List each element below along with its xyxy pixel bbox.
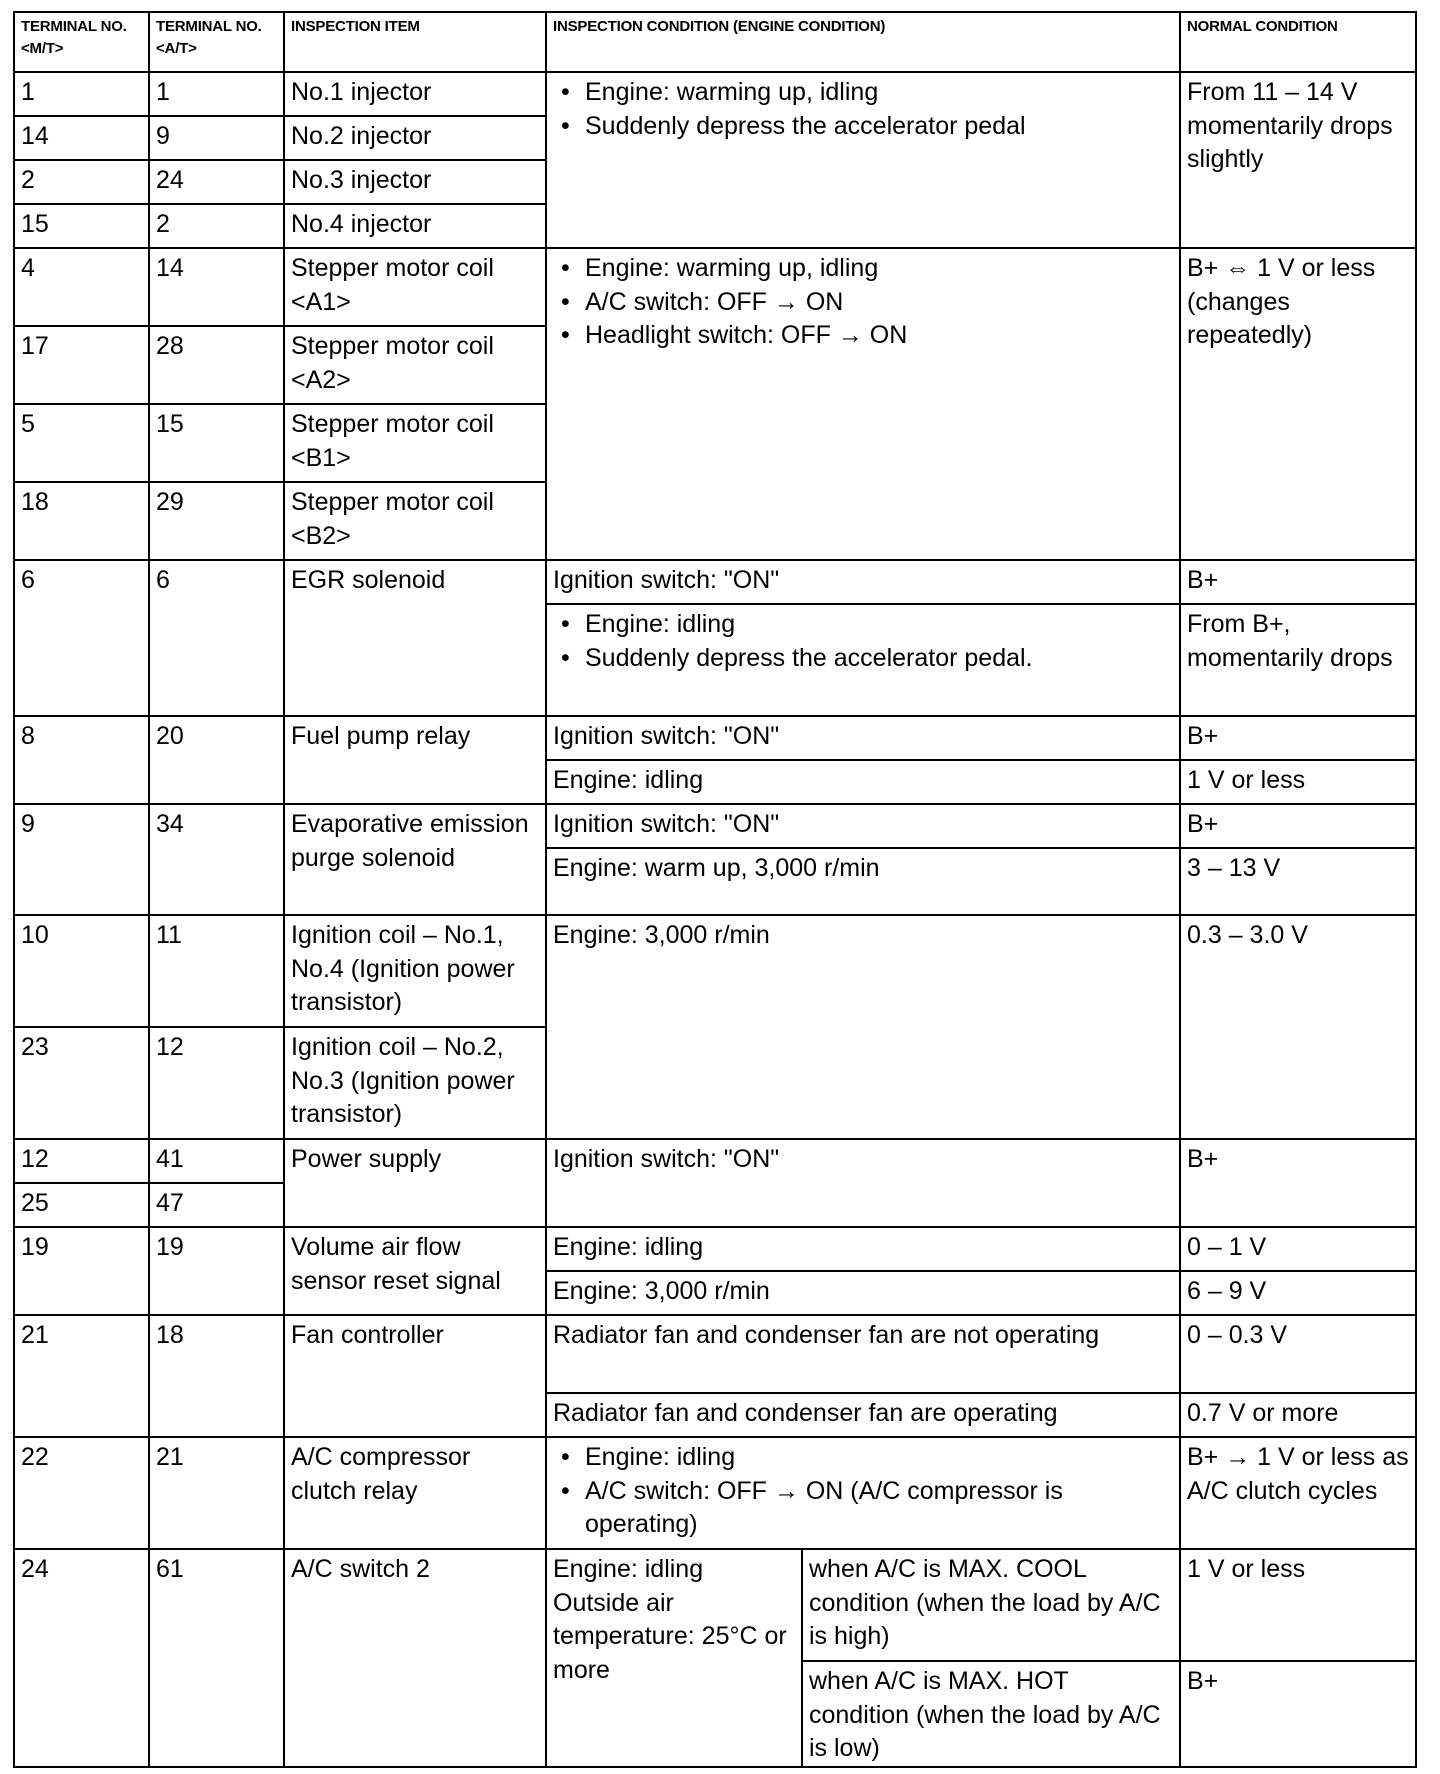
header-row	[14, 12, 1416, 72]
inspection-condition: Ignition switch: "ON"	[546, 716, 1180, 760]
terminal-at: 15	[149, 404, 284, 482]
inspection-condition	[546, 1437, 1180, 1549]
table-row	[14, 915, 1416, 1027]
terminal-mt: 15	[14, 204, 149, 248]
condition-bullet: • Engine: warming up, idling	[585, 76, 1173, 110]
table-row	[14, 1139, 1416, 1183]
inspection-sub-condition: when A/C is MAX. HOT condition (when the load by A/C is low)	[802, 1661, 1180, 1767]
inspection-condition	[546, 248, 1180, 560]
header-terminal-at: TERMINAL NO. <A/T>	[149, 12, 284, 72]
terminal-at: 18	[149, 1315, 284, 1437]
table-row	[14, 716, 1416, 760]
inspection-condition: Engine: idling	[546, 1227, 1180, 1271]
inspection-condition: Radiator fan and condenser fan are operating	[546, 1393, 1180, 1437]
table-row	[14, 1437, 1416, 1549]
inspection-item: A/C switch 2	[284, 1549, 546, 1767]
condition-bullet: • Engine: warming up, idling	[585, 252, 1173, 286]
terminal-at: 6	[149, 560, 284, 716]
header-inspection-condition: INSPECTION CONDITION (ENGINE CONDITION)	[546, 12, 1180, 72]
terminal-at: 19	[149, 1227, 284, 1315]
terminal-mt: 19	[14, 1227, 149, 1315]
header-normal-condition: NORMAL CONDITION	[1180, 12, 1416, 72]
inspection-condition	[546, 604, 1180, 716]
table-row	[14, 1227, 1416, 1271]
inspection-item: Stepper motor coil <B2>	[284, 482, 546, 560]
terminal-at: 20	[149, 716, 284, 804]
terminal-at: 21	[149, 1437, 284, 1549]
inspection-item: Power supply	[284, 1139, 546, 1227]
terminal-at: 2	[149, 204, 284, 248]
inspection-condition: Ignition switch: "ON"	[546, 1139, 1180, 1227]
normal-condition: 0.7 V or more	[1180, 1393, 1416, 1437]
inspection-item: Stepper motor coil <B1>	[284, 404, 546, 482]
terminal-at: 14	[149, 248, 284, 326]
inspection-condition: Engine: idling Outside air temperature: 25°C or more	[546, 1549, 802, 1767]
normal-condition: B+	[1180, 560, 1416, 604]
condition-bullet: • Engine: idling	[585, 608, 1173, 642]
normal-condition: B+	[1180, 716, 1416, 760]
header-terminal-mt: TERMINAL NO. <M/T>	[14, 12, 149, 72]
inspection-item: Stepper motor coil <A2>	[284, 326, 546, 404]
terminal-mt: 23	[14, 1027, 149, 1139]
inspection-condition: Engine: warm up, 3,000 r/min	[546, 848, 1180, 915]
condition-bullet: • Engine: idling	[585, 1441, 1173, 1475]
inspection-item: Fan controller	[284, 1315, 546, 1437]
table-row	[14, 560, 1416, 604]
terminal-mt: 18	[14, 482, 149, 560]
table-row	[14, 72, 1416, 116]
inspection-item: A/C compressor clutch relay	[284, 1437, 546, 1549]
normal-condition: B+ → 1 V or less as A/C clutch cycles	[1180, 1437, 1416, 1549]
condition-bullet: • Suddenly depress the accelerator pedal	[585, 110, 1173, 144]
inspection-item: Ignition coil – No.2, No.3 (Ignition power transistor)	[284, 1027, 546, 1139]
terminal-at: 28	[149, 326, 284, 404]
inspection-item: No.1 injector	[284, 72, 546, 116]
normal-condition: 1 V or less	[1180, 1549, 1416, 1661]
table-row	[14, 248, 1416, 326]
normal-condition: 0.3 – 3.0 V	[1180, 915, 1416, 1139]
terminal-at: 47	[149, 1183, 284, 1227]
inspection-condition: Engine: 3,000 r/min	[546, 915, 1180, 1139]
terminal-mt: 24	[14, 1549, 149, 1767]
condition-bullet: • A/C switch: OFF → ON (A/C compressor is operating)	[585, 1475, 1173, 1542]
terminal-mt: 12	[14, 1139, 149, 1183]
terminal-mt: 21	[14, 1315, 149, 1437]
table-row	[14, 804, 1416, 848]
condition-bullet: • Headlight switch: OFF → ON	[585, 319, 1173, 353]
inspection-condition: Engine: idling	[546, 760, 1180, 804]
terminal-mt: 10	[14, 915, 149, 1027]
terminal-at: 61	[149, 1549, 284, 1767]
terminal-at: 1	[149, 72, 284, 116]
inspection-item: Volume air flow sensor reset signal	[284, 1227, 546, 1315]
terminal-at: 41	[149, 1139, 284, 1183]
terminal-mt: 8	[14, 716, 149, 804]
inspection-condition: Radiator fan and condenser fan are not operating	[546, 1315, 1180, 1393]
inspection-item: EGR solenoid	[284, 560, 546, 716]
terminal-at: 34	[149, 804, 284, 915]
inspection-item: No.2 injector	[284, 116, 546, 160]
terminal-mt: 5	[14, 404, 149, 482]
table-row	[14, 1315, 1416, 1393]
terminal-mt: 1	[14, 72, 149, 116]
inspection-condition: Ignition switch: "ON"	[546, 560, 1180, 604]
terminal-mt: 14	[14, 116, 149, 160]
inspection-condition	[546, 72, 1180, 248]
terminal-inspection-table	[13, 11, 1417, 1768]
inspection-item: No.4 injector	[284, 204, 546, 248]
normal-condition: 6 – 9 V	[1180, 1271, 1416, 1315]
normal-condition: 0 – 1 V	[1180, 1227, 1416, 1271]
terminal-at: 24	[149, 160, 284, 204]
normal-condition: 0 – 0.3 V	[1180, 1315, 1416, 1393]
normal-condition: From 11 – 14 V momentarily drops slightly	[1180, 72, 1416, 248]
terminal-mt: 9	[14, 804, 149, 915]
inspection-sub-condition: when A/C is MAX. COOL condition (when the load by A/C is high)	[802, 1549, 1180, 1661]
terminal-mt: 6	[14, 560, 149, 716]
inspection-condition: Ignition switch: "ON"	[546, 804, 1180, 848]
normal-condition: B+	[1180, 1139, 1416, 1227]
normal-condition: 3 – 13 V	[1180, 848, 1416, 915]
header-inspection-item: INSPECTION ITEM	[284, 12, 546, 72]
normal-condition: From B+, momentarily drops	[1180, 604, 1416, 716]
terminal-mt: 4	[14, 248, 149, 326]
terminal-mt: 25	[14, 1183, 149, 1227]
terminal-at: 12	[149, 1027, 284, 1139]
inspection-item: Evaporative emission purge solenoid	[284, 804, 546, 915]
inspection-item: No.3 injector	[284, 160, 546, 204]
normal-condition: B+	[1180, 1661, 1416, 1767]
terminal-at: 9	[149, 116, 284, 160]
inspection-condition: Engine: 3,000 r/min	[546, 1271, 1180, 1315]
terminal-mt: 22	[14, 1437, 149, 1549]
table-row	[14, 1549, 1416, 1661]
inspection-item: Stepper motor coil <A1>	[284, 248, 546, 326]
terminal-at: 11	[149, 915, 284, 1027]
condition-bullet: • A/C switch: OFF → ON	[585, 286, 1173, 320]
normal-condition: B+	[1180, 804, 1416, 848]
condition-bullet: • Suddenly depress the accelerator pedal.	[585, 642, 1173, 676]
inspection-item: Ignition coil – No.1, No.4 (Ignition power transistor)	[284, 915, 546, 1027]
terminal-mt: 17	[14, 326, 149, 404]
inspection-item: Fuel pump relay	[284, 716, 546, 804]
terminal-mt: 2	[14, 160, 149, 204]
normal-condition: 1 V or less	[1180, 760, 1416, 804]
normal-condition: B+ ⇔ 1 V or less (changes repeatedly)	[1180, 248, 1416, 560]
terminal-at: 29	[149, 482, 284, 560]
